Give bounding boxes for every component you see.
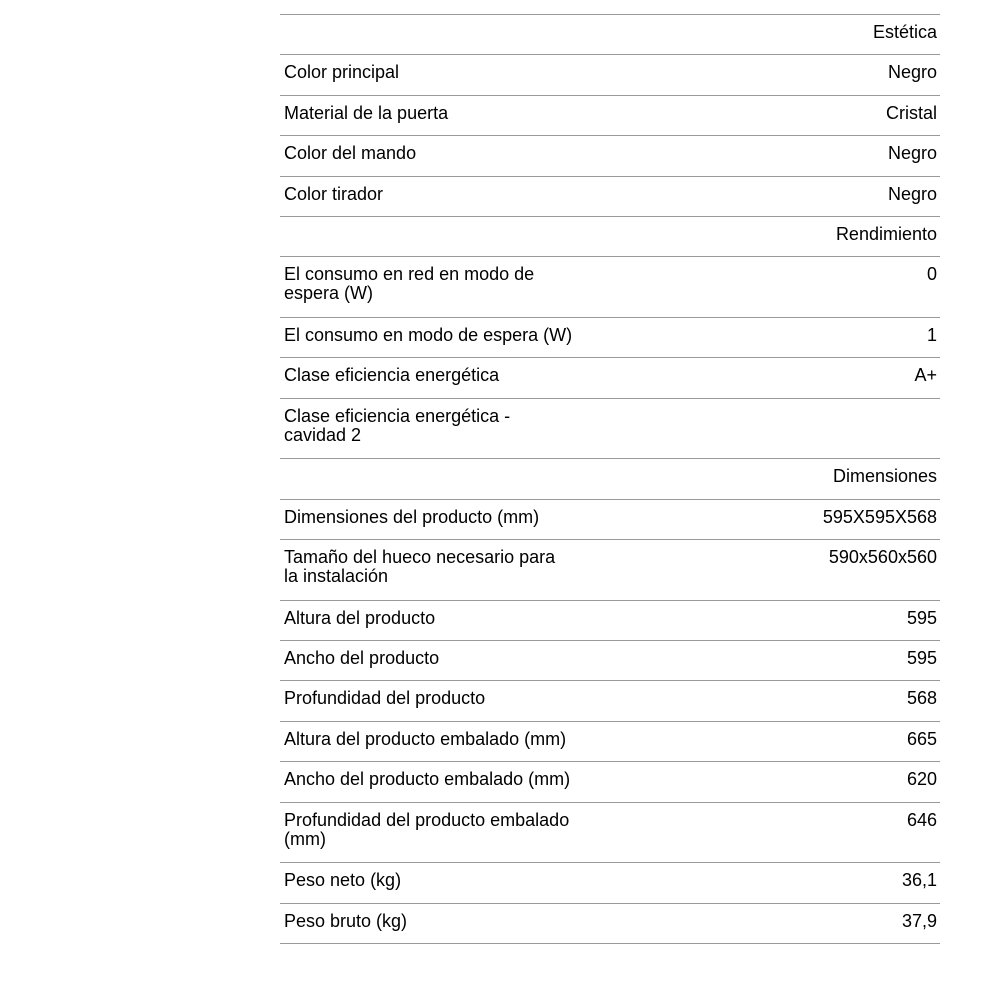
spec-label: Altura del producto embalado (mm): [284, 728, 567, 749]
spec-label: Dimensiones del producto (mm): [284, 506, 540, 527]
spec-row-profundidad-producto: [280, 681, 940, 721]
spec-label: Ancho del producto: [284, 648, 440, 669]
spec-value: 595: [906, 648, 937, 669]
spec-value: 595: [906, 607, 937, 628]
spec-row-altura-embalado: [280, 722, 940, 762]
spec-row-peso-bruto: [280, 904, 940, 944]
spec-row-ancho-embalado: [280, 762, 940, 802]
spec-value: 620: [906, 769, 937, 790]
spec-value: 1: [926, 324, 937, 345]
spec-label: Tamaño del hueco necesario para la instalación: [284, 547, 556, 587]
spec-value: 36,1: [901, 870, 937, 891]
spec-value: Cristal: [885, 102, 937, 123]
section-header-dimensiones: [280, 459, 940, 499]
spec-value: 37,9: [901, 910, 937, 931]
section-title: Dimensiones: [832, 466, 937, 487]
spec-row-color-principal: [280, 55, 940, 95]
section-title: Rendimiento: [835, 223, 937, 244]
spec-row-peso-neto: [280, 863, 940, 903]
spec-row-ancho-producto: [280, 641, 940, 681]
spec-value: 665: [906, 728, 937, 749]
spec-row-color-mando: [280, 136, 940, 176]
section-header-estetica: [280, 15, 940, 55]
spec-row-tamano-hueco: [280, 540, 940, 601]
spec-row-altura-producto: [280, 601, 940, 641]
spec-value: Negro: [887, 62, 937, 83]
spec-label: Profundidad del producto embalado (mm): [284, 809, 570, 849]
section-title: Estética: [872, 22, 937, 42]
section-header-rendimiento: [280, 217, 940, 257]
spec-label: Material de la puerta: [284, 102, 449, 123]
spec-row-consumo-red-espera: [280, 257, 940, 318]
spec-label: Peso bruto (kg): [284, 910, 408, 931]
spec-row-clase-eficiencia: [280, 358, 940, 398]
spec-label: Altura del producto: [284, 607, 436, 628]
spec-value: 568: [906, 688, 937, 709]
spec-row-consumo-espera: [280, 318, 940, 358]
spec-value: Negro: [887, 143, 937, 164]
spec-label: Color principal: [284, 62, 400, 83]
spec-row-clase-eficiencia-cavidad-2: [280, 399, 940, 460]
spec-label: El consumo en red en modo de espera (W): [284, 264, 535, 304]
spec-value: 595X595X568: [822, 506, 937, 527]
spec-label: Peso neto (kg): [284, 870, 402, 891]
spec-row-dimensiones-producto: [280, 500, 940, 540]
spec-value: Negro: [887, 183, 937, 204]
spec-label: Ancho del producto embalado (mm): [284, 769, 571, 790]
spec-value: 0: [926, 264, 937, 285]
spec-label: Profundidad del producto: [284, 688, 486, 709]
spec-label: Clase eficiencia energética - cavidad 2: [284, 405, 511, 445]
spec-table: [280, 14, 940, 944]
spec-value: A+: [914, 365, 937, 386]
spec-row-profundidad-embalado: [280, 803, 940, 864]
spec-label: Color del mando: [284, 143, 417, 164]
spec-label: El consumo en modo de espera (W): [284, 324, 573, 345]
spec-value: 590x560x560: [828, 547, 937, 568]
spec-row-color-tirador: [280, 177, 940, 217]
spec-label: Clase eficiencia energética: [284, 365, 500, 386]
spec-label: Color tirador: [284, 183, 384, 204]
spec-row-material-puerta: [280, 96, 940, 136]
spec-value: 646: [906, 809, 937, 830]
